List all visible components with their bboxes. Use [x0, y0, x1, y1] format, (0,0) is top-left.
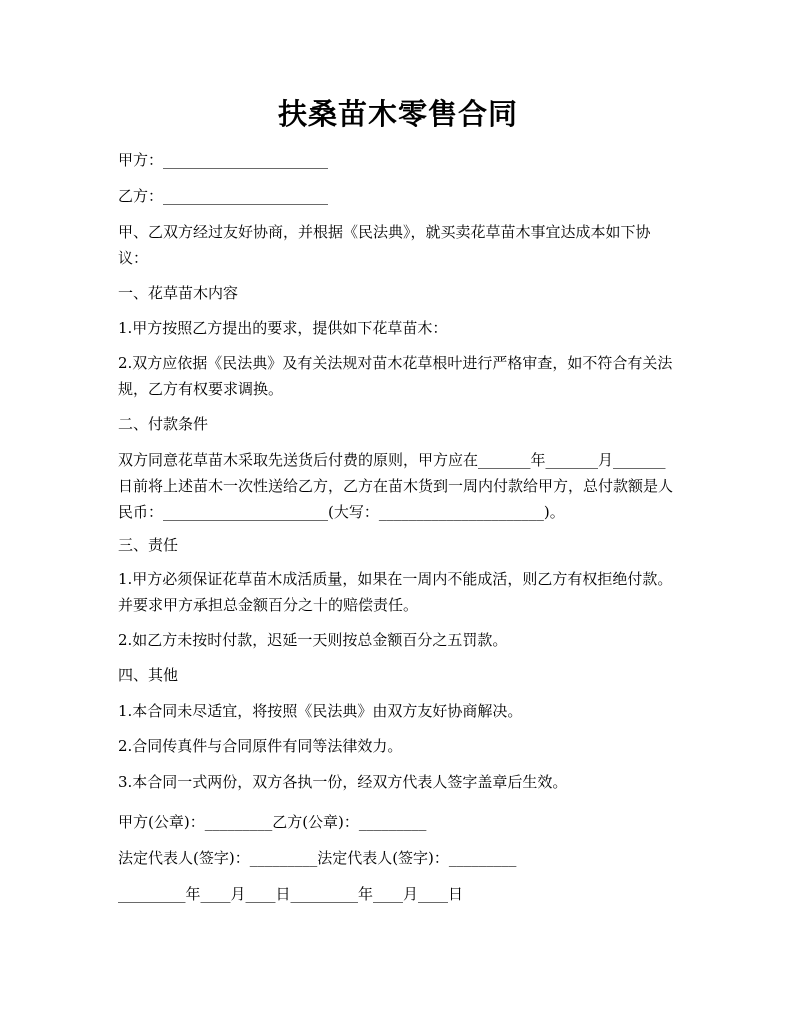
payment-terms-paragraph: 双方同意花草苗木采取先送货后付费的原则，甲方应在_______年_______月_______日前将上述苗木一次性送给乙方，乙方在苗木货到一周内付款给甲方，总付款额是人民币：______________________(大写：______________________)。: [118, 451, 674, 521]
preamble-paragraph: 甲、乙双方经过友好协商，并根据《民法典》，就买卖花草苗木事宜达成本如下协议：: [118, 223, 651, 267]
clause-1-2: 2.双方应依据《民法典》及有关法规对苗木花草根叶进行严格审查，如不符合有关法规，乙方有权要求调换。: [118, 354, 673, 398]
clause-4-3: 3.本合同一式两份，双方各执一份，经双方代表人签字盖章后生效。: [118, 773, 568, 791]
party-b-line: 乙方：______________________: [118, 187, 329, 205]
section-heading-3: 三、责任: [118, 536, 179, 554]
clause-1-1: 1.甲方按照乙方提出的要求，提供如下花草苗木：: [118, 319, 448, 337]
signature-line: 法定代表人(签字)：_________法定代表人(签字)：_________: [118, 849, 517, 867]
section-heading-1: 一、花草苗木内容: [118, 284, 239, 302]
clause-3-1: 1.甲方必须保证花草苗木成活质量，如果在一周内不能成活，则乙方有权拒绝付款。并要求甲方承担总金额百分之十的赔偿责任。: [118, 570, 673, 614]
clause-4-2: 2.合同传真件与合同原件有同等法律效力。: [118, 737, 403, 755]
seal-line: 甲方(公章)：_________乙方(公章)：_________: [118, 813, 427, 831]
section-heading-2: 二、付款条件: [118, 415, 209, 433]
clause-3-2: 2.如乙方未按时付款，迟延一天则按总金额百分之五罚款。: [118, 631, 508, 649]
date-line: _________年____月____日_________年____月____日: [118, 885, 464, 903]
party-a-line: 甲方：______________________: [118, 151, 329, 169]
document-title: 扶桑苗木零售合同: [277, 97, 518, 131]
section-heading-4: 四、其他: [118, 666, 179, 684]
clause-4-1: 1.本合同未尽适宜，将按照《民法典》由双方友好协商解决。: [118, 702, 523, 720]
